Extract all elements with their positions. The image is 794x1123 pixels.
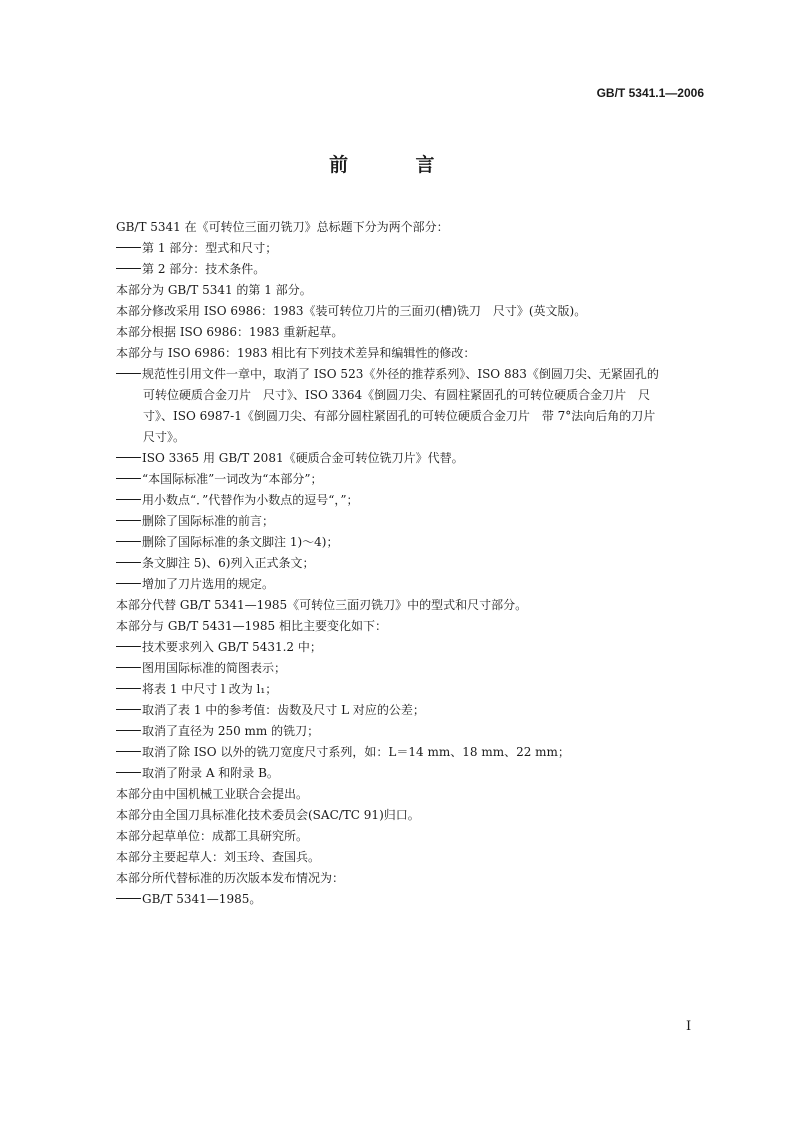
foreword-body xyxy=(116,217,708,910)
text-line xyxy=(116,658,708,679)
text-line xyxy=(116,406,708,427)
line-text: 本部分代替 GB/T 5341—1985《可转位三面刃铣刀》中的型式和尺寸部分。 xyxy=(116,598,528,612)
list-dash xyxy=(116,373,141,374)
list-dash xyxy=(116,247,141,248)
text-line xyxy=(116,574,708,595)
list-dash xyxy=(116,646,141,647)
text-line xyxy=(116,805,708,826)
list-dash xyxy=(116,772,141,773)
text-line xyxy=(116,532,708,553)
text-line xyxy=(116,742,708,763)
list-dash xyxy=(116,541,141,542)
line-text: 用小数点“．”代替作为小数点的逗号“，”； xyxy=(142,493,359,507)
text-line xyxy=(116,721,708,742)
text-line xyxy=(116,553,708,574)
text-line xyxy=(116,637,708,658)
text-line xyxy=(116,826,708,847)
text-line xyxy=(116,217,708,238)
text-line xyxy=(116,679,708,700)
line-text: 可转位硬质合金刀片 尺寸》、ISO 3364《倒圆刀尖、有圆柱紧固孔的可转位硬质合金刀片 尺 xyxy=(143,388,651,402)
text-line xyxy=(116,385,708,406)
line-text: 本部分由全国刀具标准化技术委员会(SAC/TC 91)归口。 xyxy=(116,808,420,822)
text-line xyxy=(116,763,708,784)
text-line xyxy=(116,784,708,805)
line-text: 本部分主要起草人：刘玉玲、查国兵。 xyxy=(116,850,321,864)
text-line xyxy=(116,364,708,385)
text-line xyxy=(116,490,708,511)
list-dash xyxy=(116,667,141,668)
line-text: 规范性引用文件一章中，取消了 ISO 523《外径的推荐系列》、ISO 883《倒圆刀尖、无紧固孔的 xyxy=(142,367,659,381)
list-dash xyxy=(116,709,141,710)
list-dash xyxy=(116,730,141,731)
line-text: 删除了国际标准的前言； xyxy=(142,514,275,528)
text-line xyxy=(116,280,708,301)
line-text: 将表 1 中尺寸 l 改为 l₁； xyxy=(142,682,278,696)
text-line xyxy=(116,448,708,469)
line-text: 条文脚注 5)、6)列入正式条文； xyxy=(142,556,315,570)
line-text: 增加了刀片选用的规定。 xyxy=(142,577,275,591)
line-text: 本部分与 GB/T 5431—1985 相比主要变化如下： xyxy=(116,619,387,633)
standard-number: GB/T 5341.1—2006 xyxy=(596,86,704,100)
list-dash xyxy=(116,751,141,752)
text-line xyxy=(116,427,708,448)
line-text: 本部分为 GB/T 5341 的第 1 部分。 xyxy=(116,283,312,297)
line-text: 取消了表 1 中的参考值：齿数及尺寸 L 对应的公差； xyxy=(142,703,425,717)
list-dash xyxy=(116,520,141,521)
text-line xyxy=(116,889,708,910)
text-line xyxy=(116,259,708,280)
line-text: 本部分根据 ISO 6986：1983 重新起草。 xyxy=(116,325,344,339)
line-text: ISO 3365 用 GB/T 2081《硬质合金可转位铣刀片》代替。 xyxy=(142,451,464,465)
page-number: I xyxy=(686,1019,692,1034)
text-line xyxy=(116,511,708,532)
line-text: 本部分与 ISO 6986：1983 相比有下列技术差异和编辑性的修改： xyxy=(116,346,476,360)
line-text: 取消了除 ISO 以外的铣刀宽度尺寸系列，如：L＝14 mm、18 mm、22 mm； xyxy=(142,745,570,759)
text-line xyxy=(116,616,708,637)
line-text: GB/T 5341—1985。 xyxy=(142,892,262,906)
list-dash xyxy=(116,583,141,584)
line-text: 删除了国际标准的条文脚注 1)～4)； xyxy=(142,535,339,549)
text-line xyxy=(116,868,708,889)
text-line xyxy=(116,595,708,616)
line-text: 第 2 部分：技术条件。 xyxy=(142,262,266,276)
text-line xyxy=(116,322,708,343)
text-line xyxy=(116,238,708,259)
line-text: 寸》、ISO 6987-1《倒圆刀尖、有部分圆柱紧固孔的可转位硬质合金刀片 带 7°法向后角的刀片 xyxy=(143,409,656,423)
line-text: 取消了直径为 250 mm 的铣刀； xyxy=(142,724,320,738)
line-text: 本部分由中国机械工业联合会提出。 xyxy=(116,787,309,801)
list-dash xyxy=(116,688,141,689)
line-text: 本部分修改采用 ISO 6986：1983《装可转位刀片的三面刃(槽)铣刀 尺寸》(英文版)。 xyxy=(116,304,587,318)
list-dash xyxy=(116,457,141,458)
line-text: “本国际标准”一词改为“本部分”； xyxy=(142,472,323,486)
text-line xyxy=(116,700,708,721)
text-line xyxy=(116,343,708,364)
line-text: 第 1 部分：型式和尺寸； xyxy=(142,241,278,255)
text-line xyxy=(116,847,708,868)
list-dash xyxy=(116,562,141,563)
line-text: 本部分起草单位：成都工具研究所。 xyxy=(116,829,309,843)
line-text: 尺寸》。 xyxy=(143,430,186,444)
line-text: 取消了附录 A 和附录 B。 xyxy=(142,766,279,780)
text-line xyxy=(116,469,708,490)
list-dash xyxy=(116,499,141,500)
line-text: 本部分所代替标准的历次版本发布情况为： xyxy=(116,871,345,885)
line-text: 技术要求列入 GB/T 5431.2 中； xyxy=(142,640,322,654)
text-line xyxy=(116,301,708,322)
line-text: 图用国际标准的简图表示； xyxy=(142,661,287,675)
list-dash xyxy=(116,898,141,899)
page-title: 前 言 xyxy=(329,154,465,176)
list-dash xyxy=(116,268,141,269)
line-text: GB/T 5341 在《可转位三面刃铣刀》总标题下分为两个部分： xyxy=(116,220,449,234)
list-dash xyxy=(116,478,141,479)
